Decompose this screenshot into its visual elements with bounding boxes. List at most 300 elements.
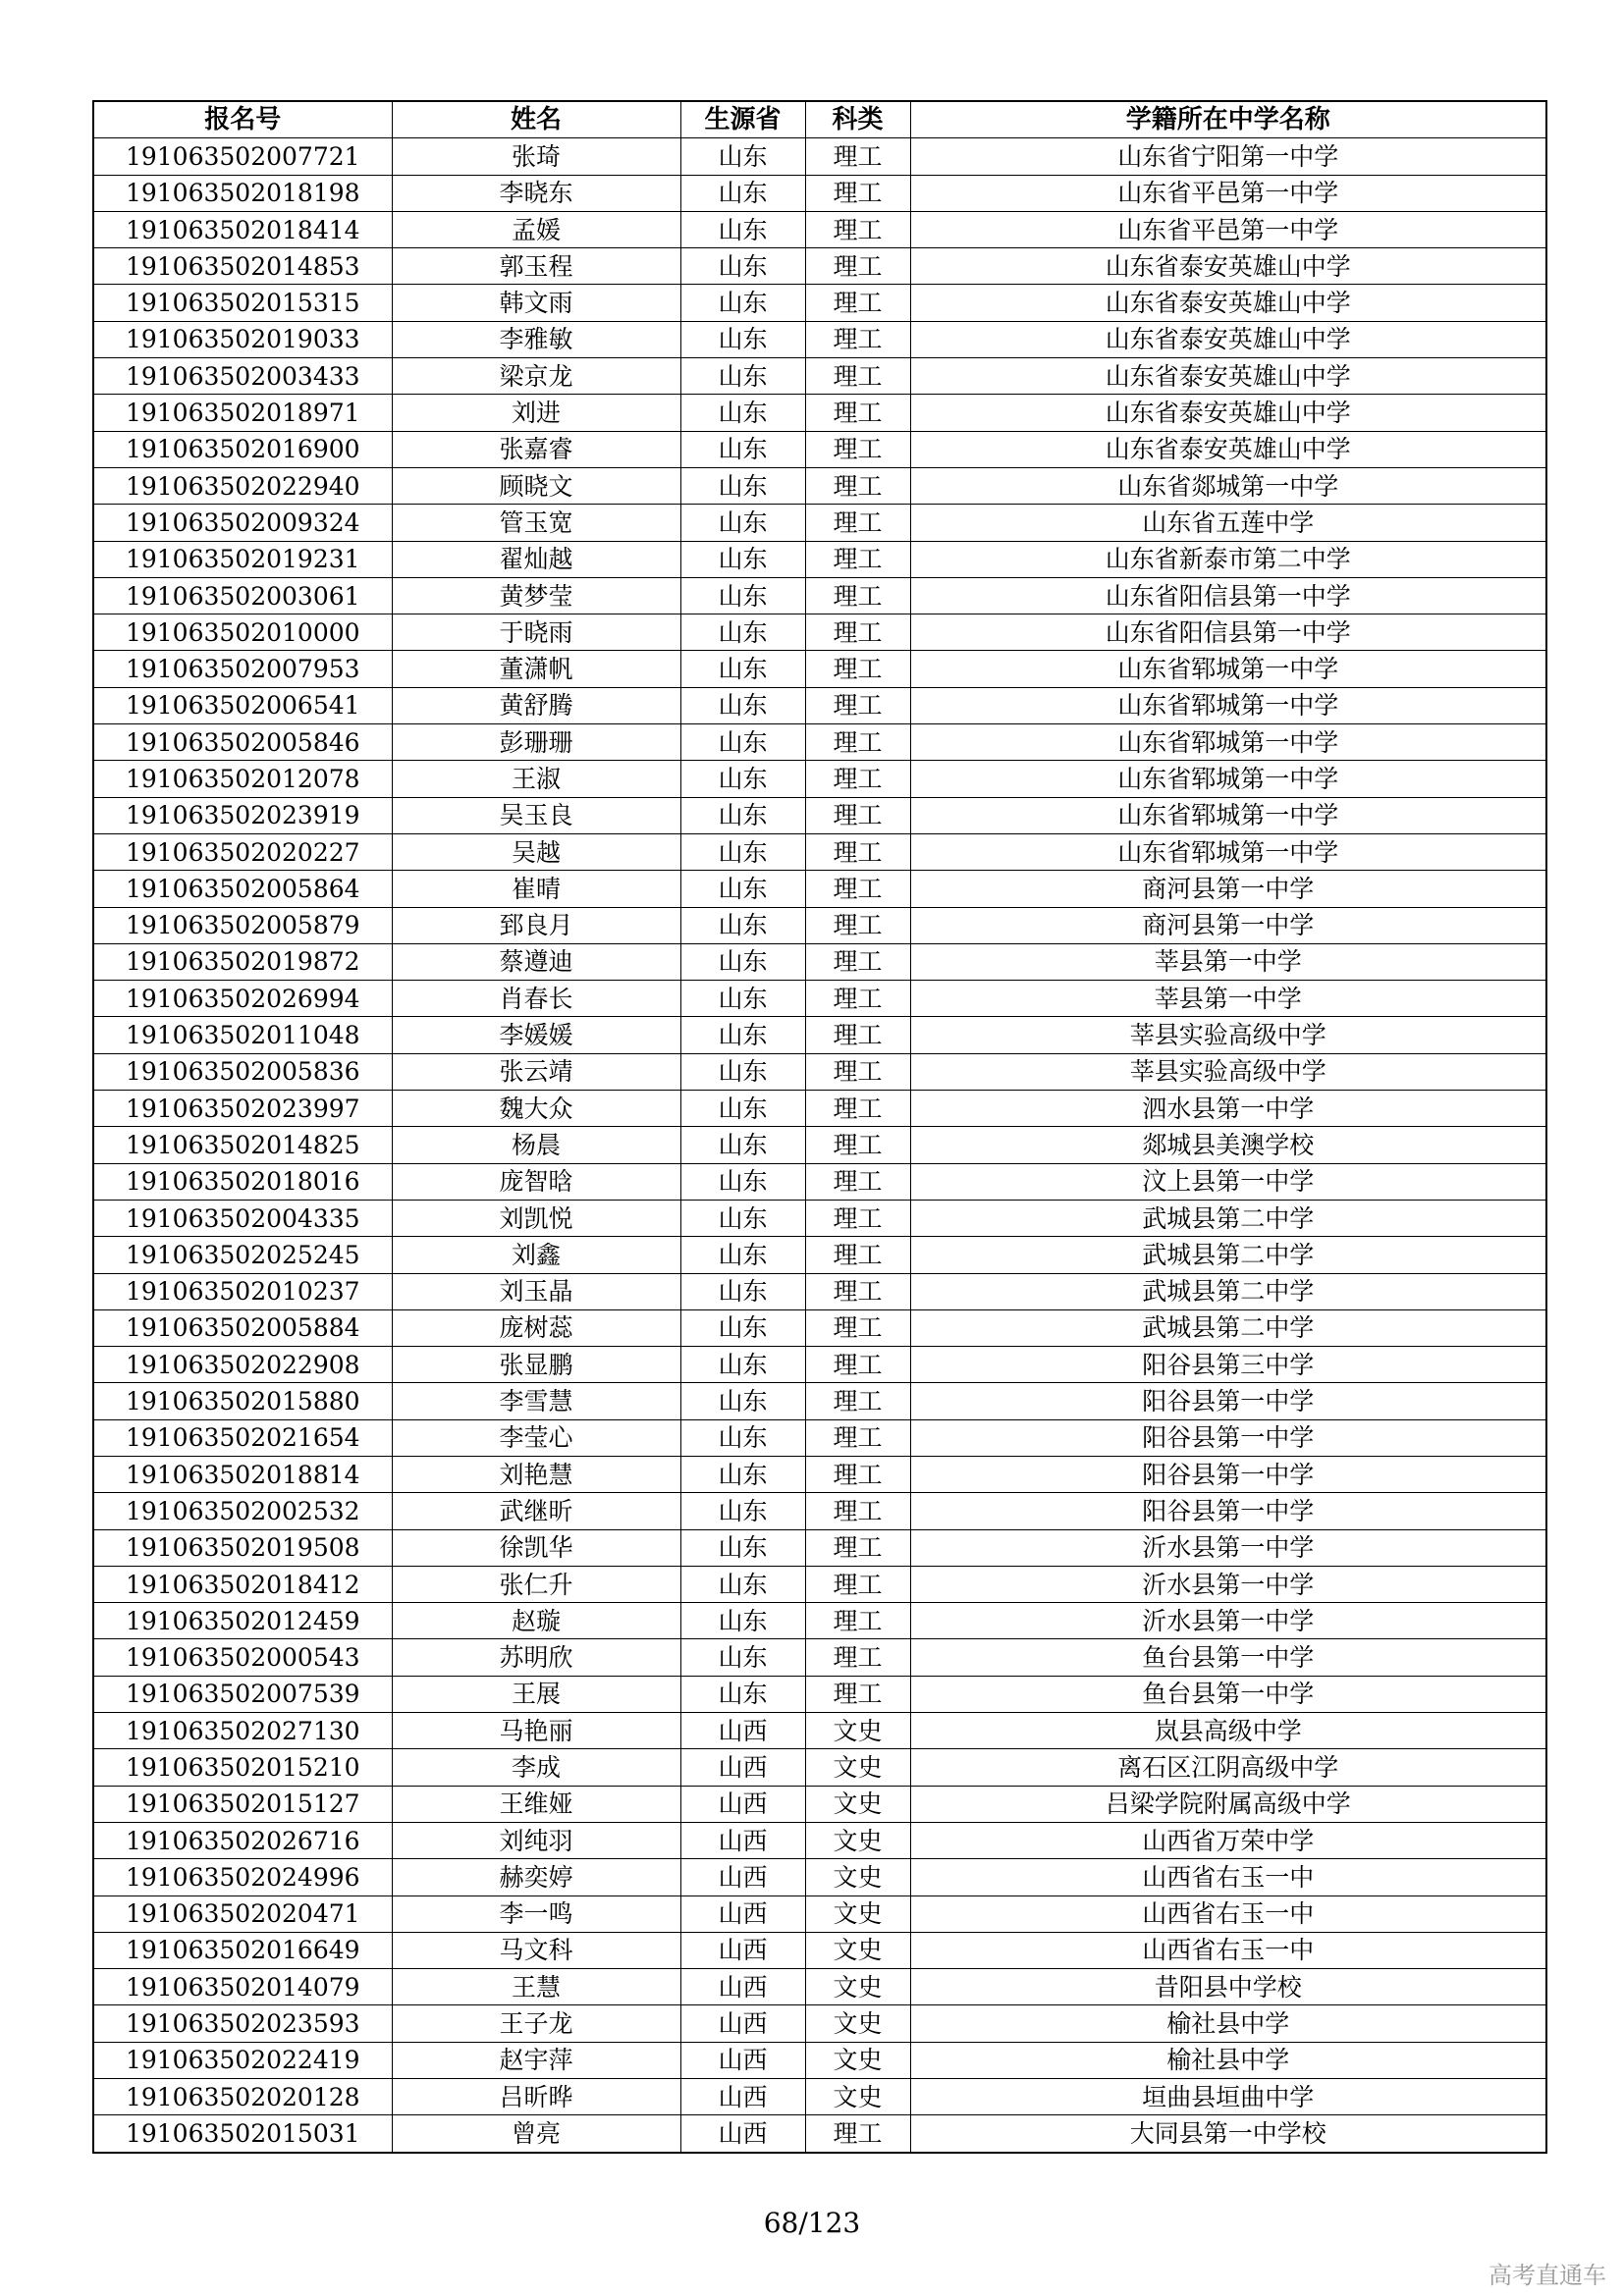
cell-registration-number: 191063502005884 [93,1309,392,1346]
cell-registration-number: 191063502024996 [93,1859,392,1896]
cell-name: 李成 [392,1749,680,1786]
cell-registration-number: 191063502010237 [93,1273,392,1309]
cell-school-name: 沂水县第一中学 [910,1529,1546,1566]
cell-subject-category: 理工 [805,1309,910,1346]
cell-name: 翟灿越 [392,541,680,577]
table-row [93,1347,1546,1383]
cell-subject-category: 文史 [805,1822,910,1858]
cell-registration-number: 191063502014853 [93,248,392,285]
admission-table [92,100,1547,2154]
cell-origin-province: 山西 [680,2005,805,2042]
cell-subject-category: 理工 [805,1603,910,1639]
cell-name: 蔡遵迪 [392,943,680,980]
cell-name: 李晓东 [392,175,680,211]
watermark-logo: 高考直通车 [1489,2262,1606,2289]
table-row [93,1053,1546,1090]
table-row [93,467,1546,504]
table-row [93,285,1546,321]
cell-name: 张仁升 [392,1566,680,1602]
cell-school-name: 山西省右玉一中 [910,1859,1546,1896]
cell-origin-province: 山东 [680,687,805,723]
cell-origin-province: 山西 [680,1749,805,1786]
cell-subject-category: 理工 [805,1456,910,1492]
cell-name: 庞智晗 [392,1163,680,1200]
cell-registration-number: 191063502026994 [93,981,392,1017]
cell-subject-category: 文史 [805,1786,910,1822]
cell-registration-number: 191063502015031 [93,2115,392,2153]
cell-school-name: 榆社县中学 [910,2005,1546,2042]
cell-school-name: 莘县第一中学 [910,943,1546,980]
cell-registration-number: 191063502023593 [93,2005,392,2042]
cell-origin-province: 山东 [680,175,805,211]
cell-subject-category: 理工 [805,907,910,943]
cell-school-name: 山东省阳信县第一中学 [910,577,1546,614]
cell-school-name: 汶上县第一中学 [910,1163,1546,1200]
cell-origin-province: 山东 [680,981,805,1017]
cell-subject-category: 理工 [805,467,910,504]
cell-school-name: 泗水县第一中学 [910,1091,1546,1127]
cell-origin-province: 山东 [680,138,805,175]
cell-name: 张显鹏 [392,1347,680,1383]
cell-subject-category: 理工 [805,1237,910,1273]
table-row [93,1237,1546,1273]
cell-registration-number: 191063502019231 [93,541,392,577]
cell-name: 董潇帆 [392,651,680,687]
cell-origin-province: 山西 [680,2079,805,2115]
cell-name: 顾晓文 [392,467,680,504]
cell-registration-number: 191063502010000 [93,614,392,651]
cell-origin-province: 山东 [680,724,805,761]
table-row [93,761,1546,797]
cell-subject-category: 理工 [805,321,910,357]
cell-name: 刘艳慧 [392,1456,680,1492]
cell-registration-number: 191063502022940 [93,467,392,504]
cell-subject-category: 理工 [805,724,910,761]
cell-origin-province: 山东 [680,943,805,980]
header-origin-province: 生源省 [680,101,805,138]
cell-name: 黄舒腾 [392,687,680,723]
cell-name: 王淑 [392,761,680,797]
cell-school-name: 商河县第一中学 [910,871,1546,907]
cell-subject-category: 理工 [805,1273,910,1309]
table-row [93,2005,1546,2042]
cell-origin-province: 山东 [680,871,805,907]
cell-name: 刘凯悦 [392,1200,680,1236]
table-row [93,248,1546,285]
cell-name: 刘进 [392,395,680,431]
cell-registration-number: 191063502005864 [93,871,392,907]
cell-name: 徐凯华 [392,1529,680,1566]
cell-school-name: 莘县第一中学 [910,981,1546,1017]
cell-origin-province: 山西 [680,1859,805,1896]
cell-subject-category: 理工 [805,1163,910,1200]
table-row [93,431,1546,467]
header-school-name: 学籍所在中学名称 [910,101,1546,138]
cell-school-name: 山东省泰安英雄山中学 [910,431,1546,467]
cell-name: 马文科 [392,1932,680,1968]
cell-name: 马艳丽 [392,1713,680,1749]
cell-subject-category: 理工 [805,2115,910,2153]
cell-registration-number: 191063502021654 [93,1419,392,1456]
cell-school-name: 郯城县美澳学校 [910,1127,1546,1163]
cell-subject-category: 理工 [805,797,910,833]
cell-name: 魏大众 [392,1091,680,1127]
cell-name: 吴越 [392,833,680,870]
cell-subject-category: 文史 [805,2042,910,2078]
cell-name: 赵璇 [392,1603,680,1639]
cell-name: 彭珊珊 [392,724,680,761]
cell-origin-province: 山东 [680,1200,805,1236]
cell-registration-number: 191063502015880 [93,1383,392,1419]
cell-subject-category: 理工 [805,871,910,907]
table-row [93,577,1546,614]
cell-school-name: 离石区江阴高级中学 [910,1749,1546,1786]
table-row [93,687,1546,723]
cell-registration-number: 191063502005836 [93,1053,392,1090]
cell-origin-province: 山西 [680,1822,805,1858]
cell-subject-category: 理工 [805,1419,910,1456]
cell-name: 李一鸣 [392,1896,680,1932]
table-row [93,651,1546,687]
table-row [93,505,1546,541]
table-header-row [93,101,1546,138]
cell-registration-number: 191063502005879 [93,907,392,943]
cell-name: 李莹心 [392,1419,680,1456]
table-row [93,797,1546,833]
cell-school-name: 山东省郓城第一中学 [910,651,1546,687]
cell-origin-province: 山东 [680,1419,805,1456]
table-row [93,724,1546,761]
header-name: 姓名 [392,101,680,138]
cell-school-name: 山西省万荣中学 [910,1822,1546,1858]
cell-registration-number: 191063502019872 [93,943,392,980]
cell-subject-category: 理工 [805,541,910,577]
cell-origin-province: 山东 [680,1676,805,1712]
table-row [93,1419,1546,1456]
cell-name: 赫奕婷 [392,1859,680,1896]
cell-registration-number: 191063502015127 [93,1786,392,1822]
cell-registration-number: 191063502005846 [93,724,392,761]
cell-subject-category: 文史 [805,2005,910,2042]
table-row [93,175,1546,211]
cell-origin-province: 山东 [680,833,805,870]
table-row [93,1163,1546,1200]
table-row [93,907,1546,943]
cell-subject-category: 理工 [805,1017,910,1053]
cell-school-name: 武城县第二中学 [910,1309,1546,1346]
cell-origin-province: 山东 [680,1309,805,1346]
cell-origin-province: 山东 [680,285,805,321]
cell-school-name: 阳谷县第三中学 [910,1347,1546,1383]
cell-name: 吴玉良 [392,797,680,833]
cell-registration-number: 191063502015210 [93,1749,392,1786]
cell-subject-category: 理工 [805,761,910,797]
cell-name: 武继昕 [392,1493,680,1529]
cell-origin-province: 山东 [680,1383,805,1419]
cell-subject-category: 理工 [805,833,910,870]
cell-school-name: 阳谷县第一中学 [910,1493,1546,1529]
cell-name: 张嘉睿 [392,431,680,467]
cell-subject-category: 理工 [805,1383,910,1419]
table-row [93,1713,1546,1749]
cell-name: 李媛媛 [392,1017,680,1053]
table-row [93,1529,1546,1566]
cell-registration-number: 191063502016649 [93,1932,392,1968]
cell-school-name: 山东省泰安英雄山中学 [910,395,1546,431]
cell-subject-category: 理工 [805,431,910,467]
cell-school-name: 山西省右玉一中 [910,1932,1546,1968]
table-row [93,1017,1546,1053]
cell-origin-province: 山东 [680,1529,805,1566]
table-row [93,211,1546,247]
cell-subject-category: 理工 [805,577,910,614]
cell-registration-number: 191063502014825 [93,1127,392,1163]
cell-subject-category: 文史 [805,1969,910,2005]
cell-school-name: 武城县第二中学 [910,1273,1546,1309]
cell-origin-province: 山东 [680,1603,805,1639]
cell-origin-province: 山东 [680,614,805,651]
cell-registration-number: 191063502020227 [93,833,392,870]
cell-school-name: 山东省郓城第一中学 [910,833,1546,870]
table-row [93,1456,1546,1492]
cell-origin-province: 山东 [680,505,805,541]
cell-subject-category: 理工 [805,1676,910,1712]
cell-school-name: 岚县高级中学 [910,1713,1546,1749]
cell-registration-number: 191063502018198 [93,175,392,211]
cell-registration-number: 191063502022908 [93,1347,392,1383]
cell-origin-province: 山东 [680,1163,805,1200]
cell-origin-province: 山东 [680,651,805,687]
cell-subject-category: 理工 [805,248,910,285]
table-row [93,2115,1546,2153]
cell-registration-number: 191063502007953 [93,651,392,687]
table-row [93,1493,1546,1529]
cell-subject-category: 理工 [805,505,910,541]
cell-registration-number: 191063502023919 [93,797,392,833]
cell-school-name: 鱼台县第一中学 [910,1639,1546,1676]
table-row [93,943,1546,980]
cell-subject-category: 理工 [805,1529,910,1566]
cell-name: 王慧 [392,1969,680,2005]
cell-name: 黄梦莹 [392,577,680,614]
table-row [93,541,1546,577]
cell-name: 刘鑫 [392,1237,680,1273]
table-body [93,138,1546,2153]
table-row [93,1932,1546,1968]
cell-subject-category: 理工 [805,651,910,687]
cell-registration-number: 191063502012078 [93,761,392,797]
cell-school-name: 山东省郯城第一中学 [910,467,1546,504]
table-row [93,321,1546,357]
cell-name: 管玉宽 [392,505,680,541]
cell-subject-category: 理工 [805,395,910,431]
cell-subject-category: 文史 [805,1859,910,1896]
table-row [93,871,1546,907]
cell-registration-number: 191063502011048 [93,1017,392,1053]
cell-origin-province: 山东 [680,541,805,577]
cell-origin-province: 山西 [680,2115,805,2153]
cell-registration-number: 191063502015315 [93,285,392,321]
cell-origin-province: 山西 [680,1969,805,2005]
cell-subject-category: 理工 [805,981,910,1017]
cell-name: 韩文雨 [392,285,680,321]
cell-registration-number: 191063502003061 [93,577,392,614]
cell-registration-number: 191063502026716 [93,1822,392,1858]
cell-school-name: 武城县第二中学 [910,1200,1546,1236]
cell-name: 吕昕晔 [392,2079,680,2115]
cell-origin-province: 山西 [680,1932,805,1968]
cell-school-name: 山东省郓城第一中学 [910,687,1546,723]
cell-registration-number: 191063502020471 [93,1896,392,1932]
cell-name: 刘纯羽 [392,1822,680,1858]
cell-registration-number: 191063502004335 [93,1200,392,1236]
table-row [93,1896,1546,1932]
cell-subject-category: 理工 [805,687,910,723]
table-row [93,1749,1546,1786]
cell-subject-category: 理工 [805,285,910,321]
table-row [93,1200,1546,1236]
cell-origin-province: 山东 [680,1273,805,1309]
cell-origin-province: 山东 [680,395,805,431]
cell-name: 李雅敏 [392,321,680,357]
cell-registration-number: 191063502018414 [93,211,392,247]
cell-school-name: 阳谷县第一中学 [910,1419,1546,1456]
table-row [93,2042,1546,2078]
cell-name: 王展 [392,1676,680,1712]
table-row [93,1383,1546,1419]
cell-registration-number: 191063502018016 [93,1163,392,1200]
cell-name: 王维娅 [392,1786,680,1822]
cell-origin-province: 山东 [680,1091,805,1127]
table-row [93,1859,1546,1896]
cell-registration-number: 191063502006541 [93,687,392,723]
cell-school-name: 山东省平邑第一中学 [910,175,1546,211]
cell-origin-province: 山东 [680,431,805,467]
cell-subject-category: 理工 [805,175,910,211]
header-subject-category: 科类 [805,101,910,138]
cell-registration-number: 191063502019033 [93,321,392,357]
cell-origin-province: 山东 [680,577,805,614]
cell-registration-number: 191063502023997 [93,1091,392,1127]
table-row [93,1676,1546,1712]
cell-origin-province: 山西 [680,1713,805,1749]
cell-school-name: 榆社县中学 [910,2042,1546,2078]
document-sheet [92,100,1545,2154]
table-row [93,395,1546,431]
cell-name: 梁京龙 [392,358,680,395]
table-row [93,2079,1546,2115]
cell-school-name: 山东省泰安英雄山中学 [910,358,1546,395]
cell-name: 郭玉程 [392,248,680,285]
cell-subject-category: 理工 [805,1639,910,1676]
cell-school-name: 阳谷县第一中学 [910,1456,1546,1492]
cell-school-name: 山东省郓城第一中学 [910,761,1546,797]
cell-registration-number: 191063502016900 [93,431,392,467]
cell-subject-category: 理工 [805,358,910,395]
cell-registration-number: 191063502022419 [93,2042,392,2078]
cell-name: 刘玉晶 [392,1273,680,1309]
cell-school-name: 莘县实验高级中学 [910,1053,1546,1090]
cell-subject-category: 理工 [805,1347,910,1383]
cell-subject-category: 文史 [805,1932,910,1968]
table-row [93,1309,1546,1346]
cell-school-name: 山东省郓城第一中学 [910,724,1546,761]
cell-subject-category: 理工 [805,1200,910,1236]
cell-origin-province: 山东 [680,1493,805,1529]
cell-origin-province: 山东 [680,1127,805,1163]
cell-school-name: 沂水县第一中学 [910,1603,1546,1639]
table-row [93,833,1546,870]
page-number: 68/123 [763,2207,861,2239]
cell-registration-number: 191063502019508 [93,1529,392,1566]
cell-origin-province: 山东 [680,211,805,247]
cell-school-name: 吕梁学院附属高级中学 [910,1786,1546,1822]
cell-school-name: 山东省郓城第一中学 [910,797,1546,833]
cell-origin-province: 山东 [680,1456,805,1492]
cell-origin-province: 山东 [680,761,805,797]
header-registration-number: 报名号 [93,101,392,138]
cell-registration-number: 191063502018814 [93,1456,392,1492]
cell-school-name: 商河县第一中学 [910,907,1546,943]
cell-subject-category: 文史 [805,1896,910,1932]
table-row [93,1127,1546,1163]
cell-school-name: 山西省右玉一中 [910,1896,1546,1932]
cell-origin-province: 山东 [680,248,805,285]
cell-registration-number: 191063502018412 [93,1566,392,1602]
cell-subject-category: 理工 [805,1493,910,1529]
cell-subject-category: 文史 [805,1749,910,1786]
cell-name: 于晓雨 [392,614,680,651]
table-row [93,1273,1546,1309]
cell-origin-province: 山东 [680,1347,805,1383]
cell-name: 郅良月 [392,907,680,943]
cell-subject-category: 理工 [805,138,910,175]
cell-origin-province: 山东 [680,358,805,395]
cell-subject-category: 理工 [805,1053,910,1090]
cell-school-name: 山东省宁阳第一中学 [910,138,1546,175]
cell-school-name: 山东省平邑第一中学 [910,211,1546,247]
cell-registration-number: 191063502027130 [93,1713,392,1749]
cell-subject-category: 理工 [805,211,910,247]
cell-origin-province: 山东 [680,467,805,504]
cell-subject-category: 理工 [805,1091,910,1127]
cell-origin-province: 山东 [680,1017,805,1053]
cell-school-name: 阳谷县第一中学 [910,1383,1546,1419]
cell-name: 孟媛 [392,211,680,247]
table-row [93,1786,1546,1822]
cell-name: 崔晴 [392,871,680,907]
cell-name: 肖春长 [392,981,680,1017]
cell-origin-province: 山东 [680,907,805,943]
cell-school-name: 山东省五莲中学 [910,505,1546,541]
table-row [93,1091,1546,1127]
cell-subject-category: 理工 [805,1566,910,1602]
cell-registration-number: 191063502007539 [93,1676,392,1712]
cell-school-name: 武城县第二中学 [910,1237,1546,1273]
cell-name: 张琦 [392,138,680,175]
table-row [93,1603,1546,1639]
cell-subject-category: 文史 [805,1713,910,1749]
cell-name: 赵宇萍 [392,2042,680,2078]
table-row [93,1822,1546,1858]
cell-registration-number: 191063502007721 [93,138,392,175]
table-row [93,1969,1546,2005]
cell-registration-number: 191063502014079 [93,1969,392,2005]
cell-school-name: 鱼台县第一中学 [910,1676,1546,1712]
cell-school-name: 莘县实验高级中学 [910,1017,1546,1053]
cell-origin-province: 山西 [680,1786,805,1822]
table-row [93,138,1546,175]
